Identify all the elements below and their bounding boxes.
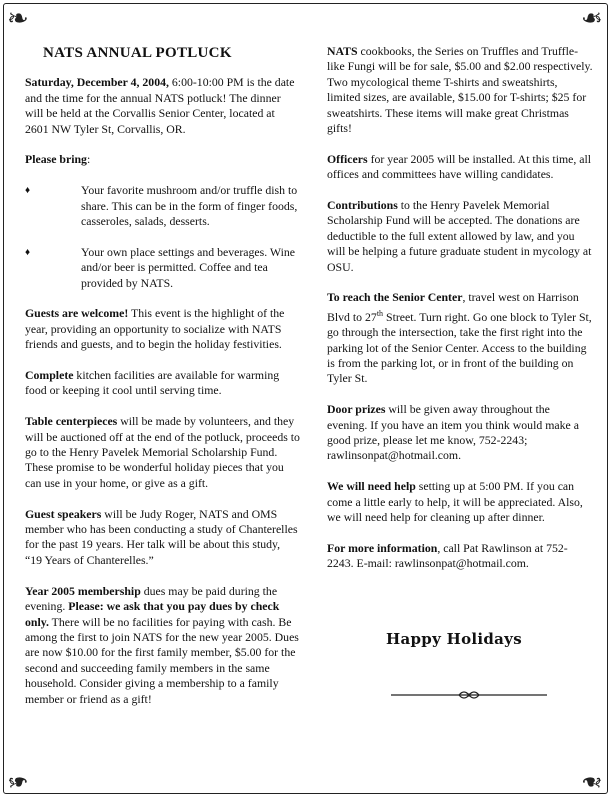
centerpieces-paragraph <box>25 414 300 491</box>
guests-paragraph <box>25 306 300 352</box>
intro-paragraph <box>25 75 300 137</box>
contributions-text: to the Henry Pavelek Memorial Scholarship Fund will be accepted. The donations are deductible to the full extent allowed by law, and you will be helping a future graduate student in mycology at OSU. <box>327 198 592 274</box>
centerpieces-text: will be made by volunteers, and they will be auctioned off at the end of the potluck, proceeds to go to the Henry Pavelek Memorial Scholarship Fund. These promise to be wonderful holiday pieces that you can use in your home, or give as a gift. <box>25 414 300 490</box>
membership-details: There will be no facilities for paying with cash. Be among the first to join NATS for the new year 2005. Dues are now $10.00 for the first family member, $5.00 for the second and succeeding family members in the same household. Consider giving a membership to a family member or friend as a gift! <box>25 614 299 706</box>
right-column <box>327 44 593 587</box>
bring-heading <box>25 152 300 167</box>
left-column <box>25 46 300 722</box>
centerpieces-lead: Table centerpieces <box>25 414 118 429</box>
corner-flourish-icon: ❧ <box>581 4 603 33</box>
corner-flourish-icon: ❧ <box>581 767 603 796</box>
corner-flourish-icon: ❧ <box>7 767 29 796</box>
cookbooks-paragraph <box>327 44 593 136</box>
kitchen-paragraph <box>25 368 300 399</box>
diamond-bullet-icon: ♦ <box>25 185 31 197</box>
help-lead: We will need help <box>327 479 416 494</box>
contributions-paragraph <box>327 198 593 275</box>
intro-text: 6:00-10:00 PM is the date and the time for the annual NATS potluck! The dinner will be held at the Corvallis Senior Center, located at 2601 NW Tyler St, Corvallis, OR. <box>25 75 295 136</box>
more-info-lead: For more information <box>327 540 438 555</box>
happy-holidays-heading: Happy Holidays <box>386 630 522 648</box>
door-prizes-paragraph <box>327 402 593 464</box>
speakers-lead: Guest speakers <box>25 506 102 521</box>
cookbooks-text: cookbooks, the Series on Truffles and Truffle-like Fungi will be for sale, $5.00 and $2.00 respectively. Two mycological theme T-shirts and sweatshirts, limited sizes, are available, $15.00 for T-shirts; $25 for sweatshirts. These items will make great Christmas gifts! <box>327 44 593 136</box>
bring-heading-text: Please bring <box>25 152 87 167</box>
ornamental-divider-icon <box>389 688 549 702</box>
cookbooks-lead: NATS <box>327 44 358 58</box>
list-item-text: Your own place settings and beverages. Wine and/or beer is permitted. Coffee and tea provided by NATS. <box>81 244 296 290</box>
membership-text: dues may be paid during the evening. <box>25 583 278 614</box>
membership-notice: Please: we ask that you pay dues by check only. <box>25 599 280 629</box>
guests-lead: Guests are welcome! <box>25 306 129 321</box>
speakers-paragraph <box>25 507 300 569</box>
intro-lead: Saturday, December 4, 2004, <box>25 75 169 90</box>
corner-flourish-icon: ❧ <box>7 4 29 33</box>
more-info-text: , call Pat Rawlinson at 752-2243. E-mail: rawlinsonpat@hotmail.com. <box>327 540 568 571</box>
kitchen-lead: Complete <box>25 368 74 383</box>
door-prizes-lead: Door prizes <box>327 402 386 417</box>
list-item-text: Your favorite mushroom and/or truffle dish to share. This can be in the form of finger foods, casseroles, salads, desserts. <box>81 183 298 229</box>
officers-paragraph <box>327 152 593 183</box>
contributions-lead: Contributions <box>327 198 398 213</box>
directions-lead: To reach the Senior Center <box>327 290 463 305</box>
bring-colon: : <box>86 152 91 167</box>
list-item <box>25 245 300 291</box>
officers-lead: Officers <box>327 151 368 166</box>
help-text: setting up at 5:00 PM. If you can come a little early to help, it will be appreciated. Also, we will need help for cleaning up after dinner. <box>327 479 583 525</box>
officers-text: for year 2005 will be installed. At this time, all offices and committees have willing candidates. <box>327 151 592 182</box>
list-item <box>25 183 300 229</box>
membership-lead: Year 2005 membership <box>25 583 141 598</box>
speakers-text: will be Judy Roger, NATS and OMS member who has been conducting a study of Chanterelles for the past 19 years. Her talk will be about this study, “19 Years of Chanterelles.” <box>25 506 298 567</box>
membership-paragraph <box>25 584 300 707</box>
help-paragraph <box>327 479 593 525</box>
more-info-paragraph <box>327 541 593 572</box>
diamond-bullet-icon: ♦ <box>25 246 31 258</box>
directions-superscript: th <box>376 308 384 318</box>
door-prizes-text: will be given away throughout the evening. If you have an item you think would make a good prize, please let me know, 752-2243; rawlinsonpat@hotmail.com. <box>327 402 579 463</box>
directions-paragraph <box>327 290 593 386</box>
directions-text: , travel west on Harrison Blvd to 27 <box>327 290 579 324</box>
guests-text: This event is the highlight of the year, providing an opportunity to socialize with NATS friends and guests, and to begin the holiday festivities. <box>25 306 285 352</box>
directions-text-continued: Street. Turn right. Go one block to Tyler St, go through the intersection, take the first right into the parking lot of the Senior Center. Access to the building is from the parking lot, or in front of the building on Tyler St. <box>327 309 592 386</box>
kitchen-text: kitchen facilities are available for warming food or keeping it cool until serving time. <box>25 368 280 398</box>
page-title: NATS ANNUAL POTLUCK <box>43 45 232 61</box>
